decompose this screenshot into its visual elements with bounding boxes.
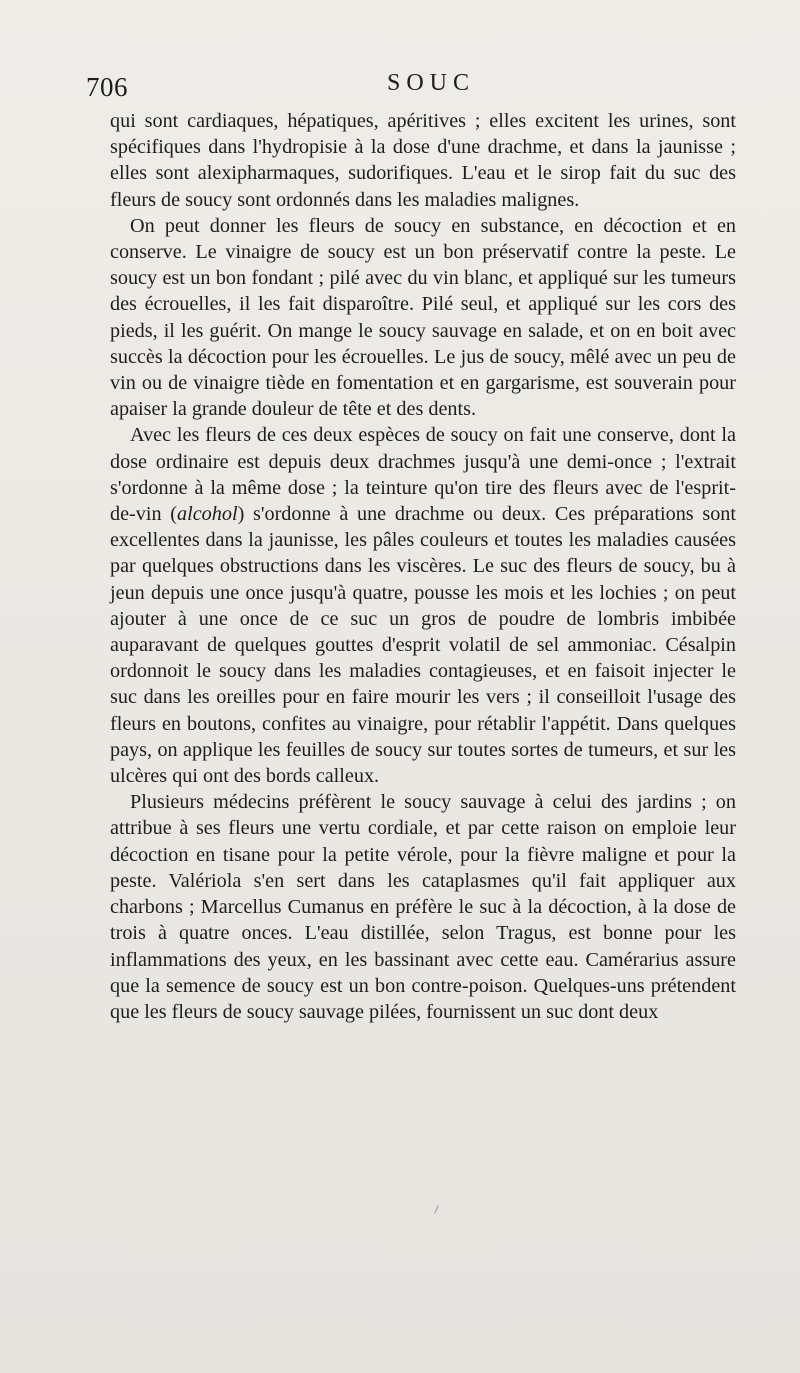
paragraph-3 (110, 422, 736, 789)
running-head: SOUC (386, 70, 476, 96)
paragraph-4 (110, 789, 736, 1025)
page-header (86, 70, 736, 110)
paragraph-2 (110, 213, 736, 423)
paragraph-3-italic-term: alcohol (177, 503, 238, 526)
page-number: 706 (86, 72, 128, 102)
paragraph-4-text: Plusieurs médecins préfèrent le soucy sauvage à celui des jardins ; on attribue à ses fleurs une vertu cordiale, et par cette raison on emploie leur décoction en tisane pour la petite vérole, pour la fièvre maligne et pour la peste. Valériola s'en sert dans les cataplasmes qu'il fait appliquer aux charbons ; Marcellus Cumanus en préfère le suc à la décoction, à la dose de trois à quatre onces. L'eau distillée, selon Tragus, est bonne pour les inflammations des yeux, en les bassinant avec cette eau. Camérarius assure que la semence de soucy est un bon contre-poison. Quelques-uns prétendent que les fleurs de soucy sauvage pilées, fournissent un suc dont deux (110, 791, 736, 1023)
paragraph-3-text-end: ) s'ordonne à une drachme ou deux. Ces préparations sont excellentes dans la jaunisse, les pâles couleurs et toutes les maladies causées par quelques obstructions dans les viscères. Le suc des fleurs de soucy, bu à jeun depuis une once jusqu'à quatre, pousse les mois et les lochies ; on peut ajouter à une once de ce suc un gros de poudre de lombris imbibée auparavant de quelques gouttes d'esprit volatil de sel ammoniac. Césalpin ordonnoit le soucy dans les maladies contagieuses, et en faisoit injecter le suc dans les oreilles pour en faire mourir les vers ; il conseilloit l'usage des fleurs en boutons, confites au vinaigre, pour rétablir l'appétit. Dans quelques pays, on applique les feuilles de soucy sur toutes sortes de tumeurs, et sur les ulcères qui ont des bords calleux. (110, 503, 737, 788)
body-text (110, 108, 736, 1025)
paragraph-1-text: qui sont cardiaques, hépatiques, apéritives ; elles excitent les urines, sont spécifiques dans l'hydropisie à la dose d'une drachme, et dans la jaunisse ; elles sont alexipharmaques, sudorifiques. L'eau et le sirop fait du suc des fleurs de soucy sont ordonnés dans les maladies malignes. (110, 110, 736, 211)
paragraph-2-text: On peut donner les fleurs de soucy en substance, en décoction et en conserve. Le vinaigre de soucy est un bon préservatif contre la peste. Le soucy est un bon fondant ; pilé avec du vin blanc, et appliqué sur les tumeurs des écrouelles, il les fait disparoître. Pilé seul, et appliqué sur les cors des pieds, il les guérit. On mange le soucy sauvage en salade, et on en boit avec succès la décoction pour les écrouelles. Le jus de soucy, mêlé avec un peu de vin ou de vinaigre tiède en fomentation et en gargarisme, est souverain pour apaiser la grande douleur de tête et des dents. (110, 214, 736, 421)
paragraph-1 (110, 108, 736, 213)
paragraph-3-text-start: Avec les fleurs de ces deux espèces de soucy on fait une conserve, dont la dose ordinaire est depuis deux drachmes jusqu'à une demi-once ; l'extrait s'ordonne à la même dose ; la teinture qu'on tire des fleurs avec de l'esprit-de-vin ( (110, 424, 736, 526)
stray-ink-mark (434, 1205, 439, 1214)
